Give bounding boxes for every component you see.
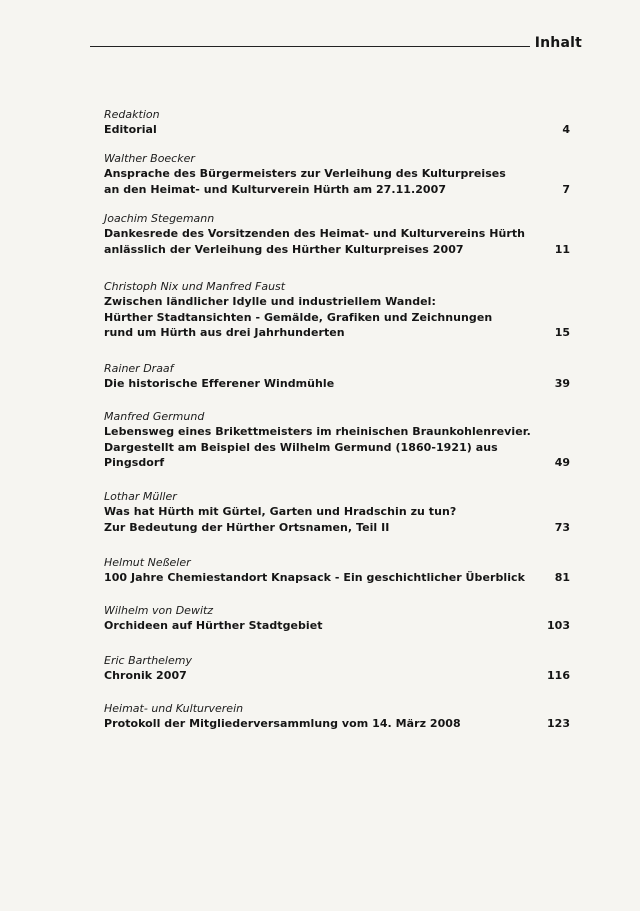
toc-title-line: Chronik 2007: [104, 669, 187, 682]
toc-author: Eric Barthelemy: [104, 654, 192, 667]
toc-entry: [104, 362, 570, 392]
toc-author: Manfred Germund: [104, 410, 205, 423]
toc-title-line: Editorial: [104, 123, 157, 136]
toc-page-number: 39: [554, 377, 570, 390]
header-rule: [90, 46, 530, 47]
toc-page-number: 103: [547, 619, 570, 632]
toc-entry: [104, 152, 570, 197]
toc-title-line: Was hat Hürth mit Gürtel, Garten und Hradschin zu tun?: [104, 505, 457, 518]
toc-author: Lothar Müller: [104, 490, 177, 503]
toc-title-line: an den Heimat- und Kulturverein Hürth am 27.11.2007: [104, 182, 447, 196]
toc-entry: [104, 556, 570, 586]
toc-page-number: 81: [554, 571, 570, 584]
toc-title-line: anlässlich der Verleihung des Hürther Kulturpreises 2007: [104, 242, 464, 256]
toc-title-line: rund um Hürth aus drei Jahrhunderten: [104, 326, 345, 339]
toc-entry: [104, 604, 570, 634]
toc-entry: [104, 654, 570, 684]
toc-entry: [104, 280, 570, 341]
toc-author: Redaktion: [104, 108, 160, 121]
toc-author: Helmut Neßeler: [104, 556, 191, 569]
toc-page-number: 49: [554, 456, 570, 469]
toc-title-line: Protokoll der Mitgliederversammlung vom 14. März 2008: [104, 717, 461, 730]
toc-page-number: 73: [554, 520, 570, 534]
toc-author: Joachim Stegemann: [104, 212, 215, 225]
toc-title-line: Die historische Efferener Windmühle: [104, 377, 335, 390]
toc-page-number: 15: [554, 326, 570, 339]
toc-title-line: Ansprache des Bürgermeisters zur Verleihung des Kulturpreises: [104, 167, 506, 180]
toc-title-line: Orchideen auf Hürther Stadtgebiet: [104, 619, 323, 632]
toc-title-line: Hürther Stadtansichten - Gemälde, Grafiken und Zeichnungen: [104, 310, 493, 324]
toc-title-line: Zur Bedeutung der Hürther Ortsnamen, Teil II: [104, 520, 390, 534]
toc-title-line: Pingsdorf: [104, 456, 165, 469]
toc-page-number: 4: [562, 123, 570, 136]
toc-entry: [104, 490, 570, 535]
toc-entry: [104, 702, 570, 732]
toc-title-line: 100 Jahre Chemiestandort Knapsack - Ein geschichtlicher Überblick: [104, 571, 525, 584]
toc-title-line: Lebensweg eines Brikettmeisters im rheinischen Braunkohlenrevier.: [104, 425, 531, 438]
toc-author: Walther Boecker: [104, 152, 195, 165]
toc-entry: [104, 108, 570, 138]
toc-page-number: 7: [562, 182, 570, 196]
toc-entry: [104, 410, 570, 471]
toc-author: Rainer Draaf: [104, 362, 174, 375]
toc-title-line: Dankesrede des Vorsitzenden des Heimat- und Kulturvereins Hürth: [104, 227, 526, 240]
toc-title-line: Dargestellt am Beispiel des Wilhelm Germund (1860-1921) aus: [104, 440, 498, 454]
toc-author: Christoph Nix und Manfred Faust: [104, 280, 286, 293]
toc-title-line: Zwischen ländlicher Idylle und industriellem Wandel:: [104, 295, 436, 308]
page-title: Inhalt: [534, 35, 582, 51]
toc-author: Wilhelm von Dewitz: [104, 604, 214, 617]
toc-page-number: 116: [547, 669, 570, 682]
toc-entry: [104, 212, 570, 257]
toc-author: Heimat- und Kulturverein: [104, 702, 244, 715]
toc-page-number: 123: [547, 717, 570, 730]
toc-page-number: 11: [554, 242, 570, 256]
